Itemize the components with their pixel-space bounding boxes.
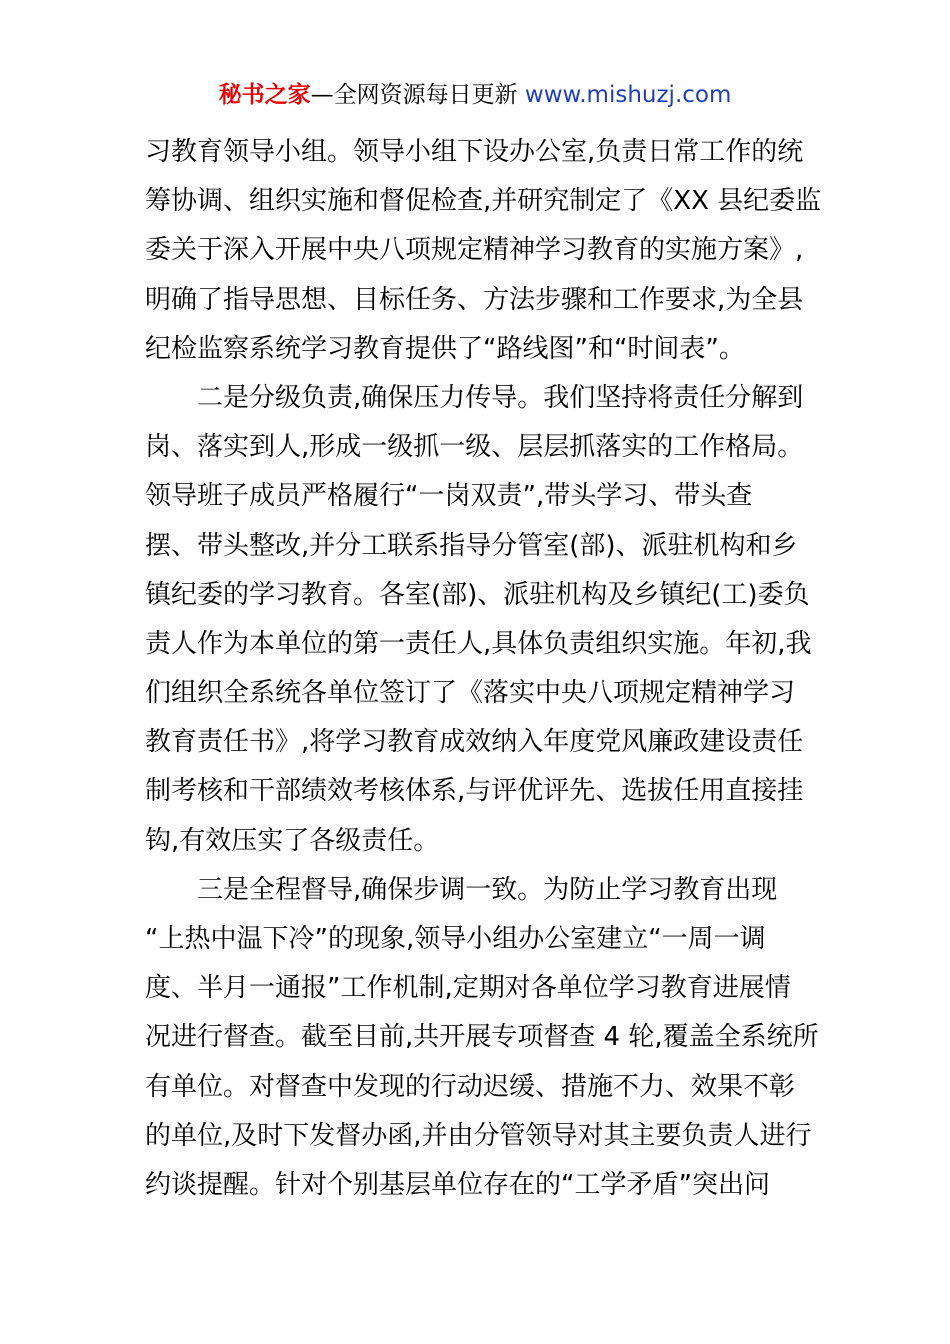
- brand-name: 秘书之家: [218, 82, 311, 108]
- text-line: 习教育领导小组。领导小组下设办公室,负责日常工作的统: [145, 137, 804, 167]
- document-body: [145, 128, 822, 1210]
- text-line: “上热中温下冷”的现象,领导小组办公室建立“一周一调: [145, 924, 766, 954]
- text-line: 责人作为本单位的第一责任人,具体负责组织实施。年初,我: [145, 628, 812, 659]
- text-line: 纪检监察系统学习教育提供了“路线图”和“时间表”。: [145, 333, 745, 364]
- text-line: 们组织全系统各单位签订了《落实中央八项规定精神学习: [145, 678, 796, 709]
- header-tagline: —全网资源每日更新: [310, 82, 525, 108]
- text-line: 镇纪委的学习教育。各室(部)、派驻机构及乡镇纪(工)委负: [145, 579, 810, 610]
- text-line: 有单位。对督查中发现的行动迟缓、措施不力、效果不彰: [145, 1071, 796, 1102]
- text-line: 度、半月一通报”工作机制,定期对各单位学习教育进展情: [145, 973, 791, 1004]
- site-url-link[interactable]: www.mishuzj.com: [524, 82, 732, 108]
- text-line: 的单位,及时下发督办函,并由分管领导对其主要负责人进行: [145, 1120, 812, 1151]
- text-line: 钩,有效压实了各级责任。: [145, 825, 440, 856]
- text-line: 教育责任书》,将学习教育成效纳入年度党风廉政建设责任: [145, 727, 804, 758]
- text-line: 三是全程督导,确保步调一致。为防止学习教育出现: [197, 874, 778, 905]
- text-line: 岗、落实到人,形成一级抓一级、层层抓落实的工作格局。: [145, 432, 804, 463]
- text-line: 筹协调、组织实施和督促检查,并研究制定了《XX 县纪委监: [145, 186, 822, 217]
- text-line: 况进行督查。截至目前,共开展专项督查 4 轮,覆盖全系统所: [145, 1022, 819, 1053]
- page-header: [0, 78, 950, 112]
- text-line: 制考核和干部绩效考核体系,与评优评先、选拔任用直接挂: [145, 776, 804, 807]
- text-line: 明确了指导思想、目标任务、方法步骤和工作要求,为全县: [145, 284, 804, 315]
- text-line: 委关于深入开展中央八项规定精神学习教育的实施方案》,: [145, 235, 804, 266]
- text-line: 领导班子成员严格履行“一岗双责”,带头学习、带头查: [145, 481, 753, 512]
- text-line: 约谈提醒。针对个别基层单位存在的“工学矛盾”突出问: [145, 1169, 770, 1200]
- text-line: 二是分级负责,确保压力传导。我们坚持将责任分解到: [197, 382, 804, 413]
- text-line: 摆、带头整改,并分工联系指导分管室(部)、派驻机构和乡: [145, 530, 798, 561]
